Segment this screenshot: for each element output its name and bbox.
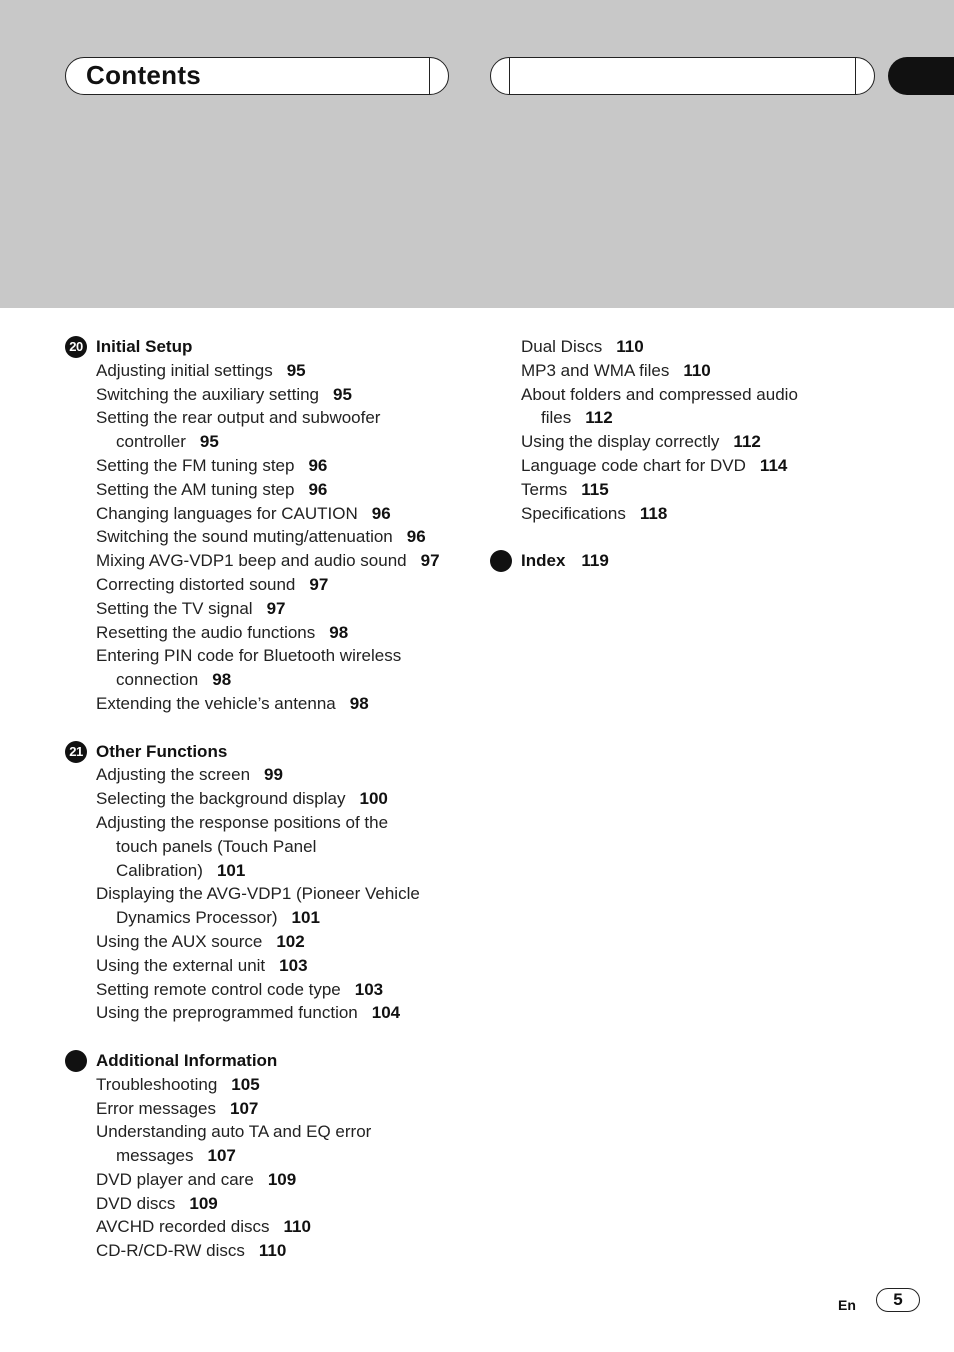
toc-entry[interactable]: DVD discs 109 (96, 1193, 218, 1213)
toc-entry[interactable]: Changing languages for CAUTION 96 (96, 503, 391, 523)
contents-title-box (65, 57, 449, 95)
toc-entry[interactable]: Setting remote control code type 103 (96, 979, 384, 999)
section-bullet-icon (65, 1050, 87, 1072)
page-number: 5 (876, 1288, 920, 1312)
language-label: En (838, 1297, 856, 1313)
toc-entry[interactable]: Resetting the audio functions 98 (96, 622, 349, 642)
toc-entry[interactable]: CD-R/CD-RW discs 110 (96, 1241, 287, 1261)
toc-entry[interactable]: Understanding auto TA and EQ error messages 107 (96, 1122, 372, 1166)
header-band (0, 0, 954, 308)
section-additional-information (65, 1049, 465, 1263)
toc-entry[interactable]: Entering PIN code for Bluetooth wireless connection 98 (96, 646, 402, 690)
toc-entry[interactable]: Adjusting the response positions of the touch panels (Touch Panel Calibration) 101 (96, 812, 389, 880)
toc-entry[interactable]: Mixing AVG-VDP1 beep and audio sound 97 (96, 551, 440, 571)
toc-entry[interactable]: Using the preprogrammed function 104 (96, 1003, 401, 1023)
section-additional-information-cont (490, 335, 890, 525)
toc-entry[interactable]: Selecting the background display 100 (96, 789, 388, 809)
toc-entry[interactable]: Using the external unit 103 (96, 955, 308, 975)
toc-entry[interactable]: Correcting distorted sound 97 (96, 574, 329, 594)
blank-header-box (490, 57, 875, 95)
page-title: Contents (86, 60, 202, 90)
toc-entry[interactable]: Troubleshooting 105 (96, 1074, 260, 1094)
toc-entry[interactable]: Dual Discs 110 (521, 337, 644, 356)
toc-entry[interactable]: MP3 and WMA files 110 (521, 360, 711, 380)
toc-entry[interactable]: Setting the TV signal 97 (96, 598, 286, 618)
toc-entry[interactable]: Error messages 107 (96, 1098, 259, 1118)
toc-entry[interactable]: Setting the rear output and subwoofer controller 95 (96, 408, 381, 452)
section-heading[interactable]: Index 119 (490, 549, 890, 573)
section-other-functions (65, 740, 465, 1026)
toc-right-column (490, 335, 890, 597)
toc-entry[interactable]: Specifications 118 (521, 503, 668, 523)
toc-entry[interactable]: DVD player and care 109 (96, 1169, 297, 1189)
toc-entry[interactable]: Language code chart for DVD 114 (521, 455, 788, 475)
toc-entry[interactable]: Displaying the AVG-VDP1 (Pioneer Vehicle Dynamics Processor) 101 (96, 884, 420, 928)
section-initial-setup (65, 335, 465, 716)
toc-entry[interactable]: Setting the FM tuning step 96 (96, 455, 328, 475)
section-number-badge: 20 (65, 336, 87, 358)
section-heading[interactable]: 20 Initial Setup (65, 335, 465, 359)
section-index (490, 549, 890, 573)
section-number-badge: 21 (65, 741, 87, 763)
section-heading[interactable]: Additional Information (65, 1049, 465, 1073)
toc-entry[interactable]: Adjusting initial settings 95 (96, 360, 306, 380)
toc-left-column (65, 335, 465, 1287)
toc-entry[interactable]: Switching the sound muting/attenuation 96 (96, 527, 426, 547)
section-bullet-icon (490, 550, 512, 572)
toc-entry[interactable]: Extending the vehicle’s antenna 98 (96, 693, 369, 713)
toc-entry[interactable]: AVCHD recorded discs 110 (96, 1217, 311, 1237)
toc-entry[interactable]: Switching the auxiliary setting 95 (96, 384, 352, 404)
section-heading[interactable]: 21 Other Functions (65, 740, 465, 764)
toc-entry[interactable]: Setting the AM tuning step 96 (96, 479, 328, 499)
section-tab (888, 57, 954, 95)
toc-entry[interactable]: Adjusting the screen 99 (96, 765, 283, 785)
toc-entry[interactable]: Using the display correctly 112 (521, 432, 761, 452)
toc-entry[interactable]: Terms 115 (521, 479, 609, 499)
toc-entry[interactable]: About folders and compressed audio files 112 (521, 384, 798, 428)
toc-entry[interactable]: Using the AUX source 102 (96, 931, 305, 951)
